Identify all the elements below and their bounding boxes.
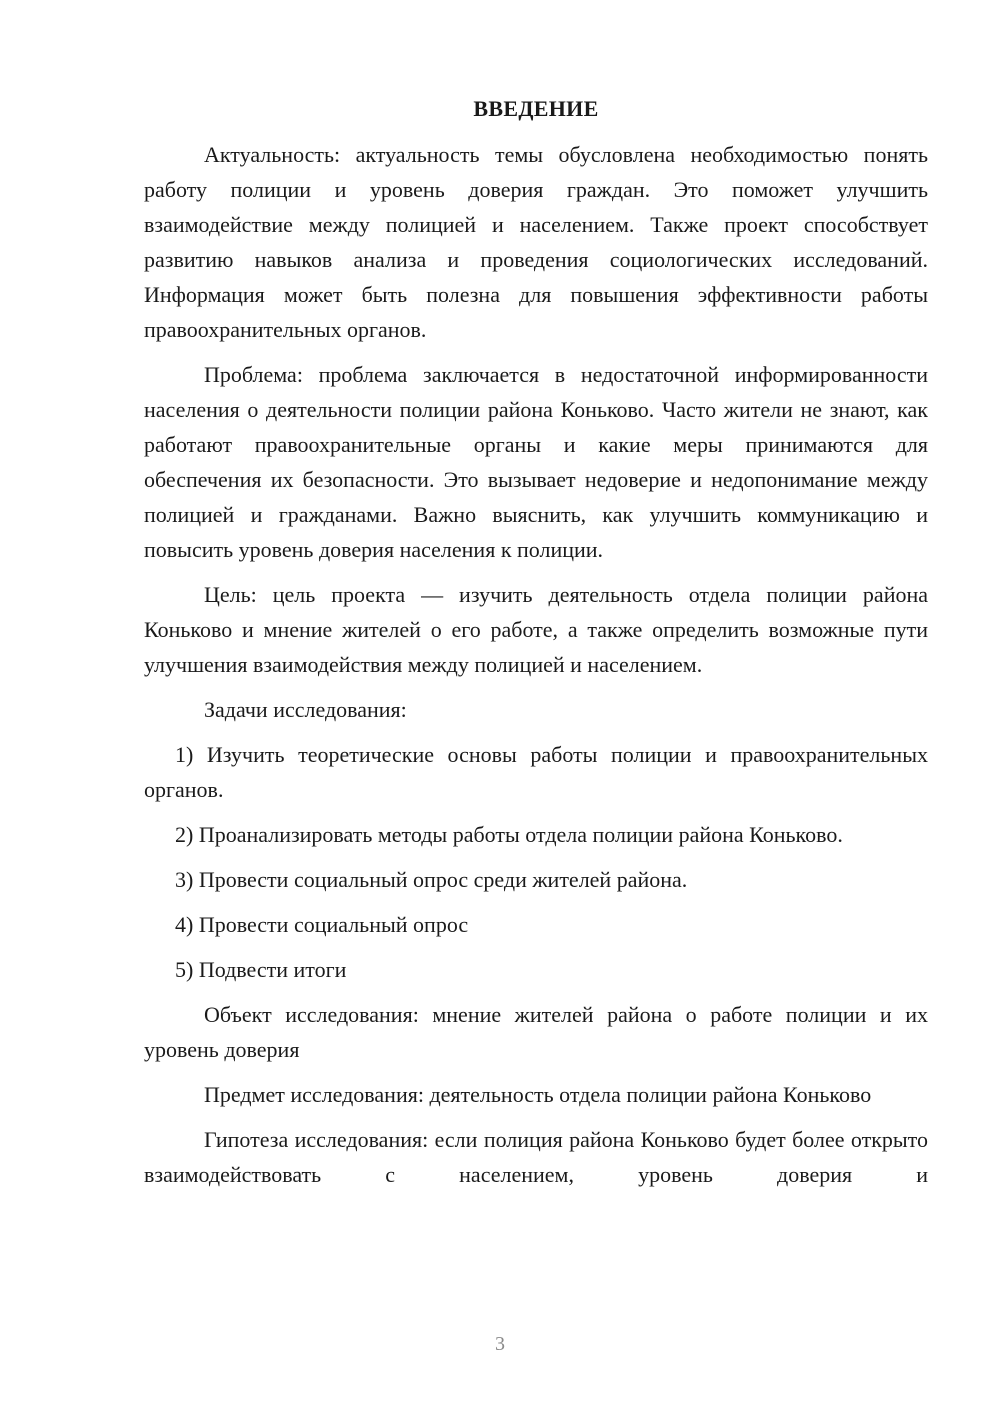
task-item: 2) Проанализировать методы работы отдела полиции района Коньково.	[175, 822, 843, 847]
task-item: 5) Подвести итоги	[175, 957, 347, 982]
page-number: 3	[495, 1333, 505, 1355]
task-item: 3) Провести социальный опрос среди жителей района.	[175, 867, 688, 892]
task-item: 4) Провести социальный опрос	[175, 912, 469, 937]
document-page	[144, 94, 928, 1202]
section-heading: ВВЕДЕНИЕ	[473, 96, 599, 121]
tasks-title: Задачи исследования:	[204, 697, 407, 722]
subject-paragraph: Предмет исследования: деятельность отдела полиции района Коньково	[204, 1082, 872, 1107]
relevance-paragraph: Актуальность: актуальность темы обусловлена необходимостью понять работу полиции и уровень доверия граждан. Это поможет улучшить взаимодействие между полицией и населением. Также проект способствует развитию навыков анализа и проведения социологических исследований. Информация может быть полезна для повышения эффективности работы правоохранительных органов.	[144, 142, 928, 342]
goal-paragraph: Цель: цель проекта — изучить деятельность отдела полиции района Коньково и мнение жителей о его работе, а также определить возможные пути улучшения взаимодействия между полицией и населением.	[144, 582, 928, 677]
problem-paragraph: Проблема: проблема заключается в недостаточной информированности населения о деятельности полиции района Коньково. Часто жители не знают, как работают правоохранительные органы и какие меры принимаются для обеспечения их безопасности. Это вызывает недоверие и недопонимание между полицией и гражданами. Важно выяснить, как улучшить коммуникацию и повысить уровень доверия населения к полиции.	[144, 362, 928, 562]
hypothesis-paragraph: Гипотеза исследования: если полиция района Коньково будет более открыто взаимодействовать с населением, уровень доверия и	[144, 1127, 928, 1187]
object-paragraph: Объект исследования: мнение жителей района о работе полиции и их уровень доверия	[144, 1002, 928, 1062]
task-item: 1) Изучить теоретические основы работы полиции и правоохранительных органов.	[144, 742, 928, 802]
